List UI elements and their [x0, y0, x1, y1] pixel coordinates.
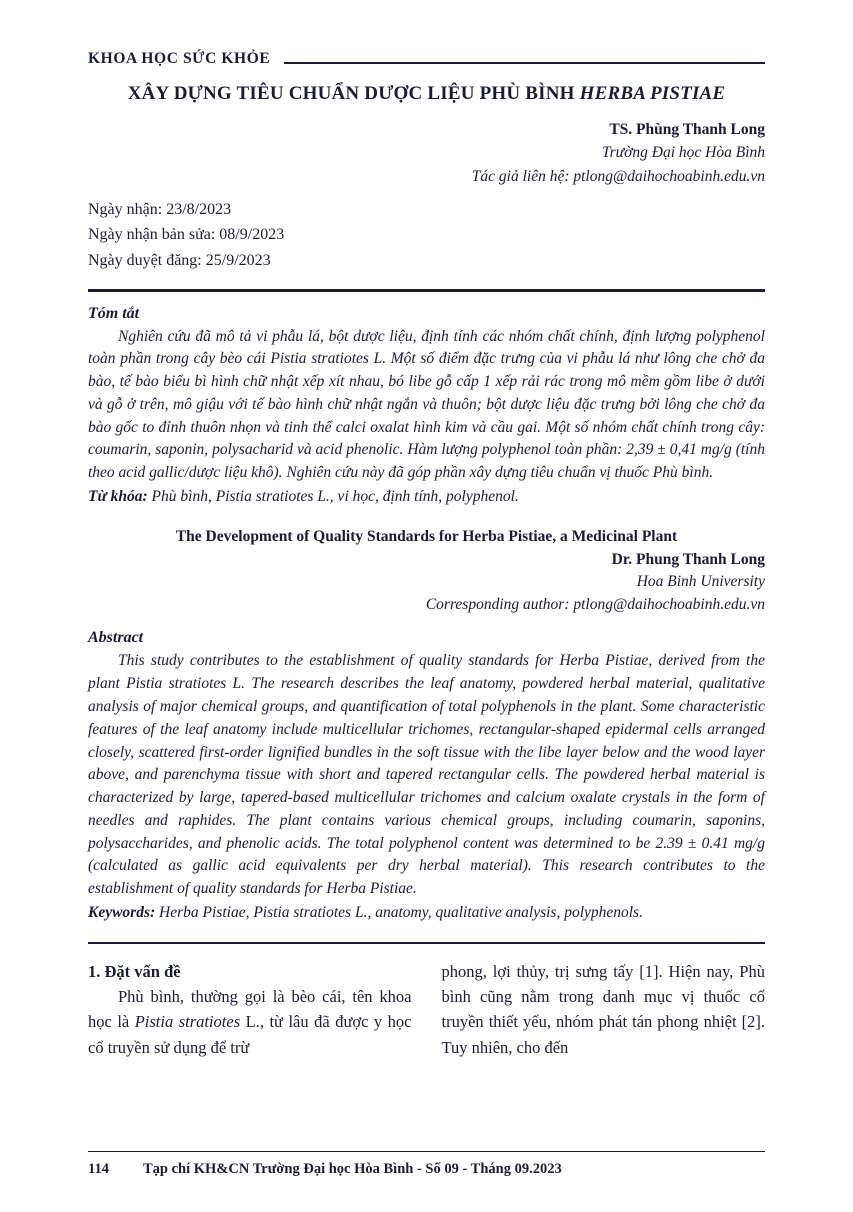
abstract-en-section [88, 616, 765, 922]
author-block-vi [88, 118, 765, 188]
column-left [88, 959, 412, 1060]
author-block-en [88, 549, 765, 616]
section-1-heading: 1. Đặt vấn đề [88, 962, 181, 981]
footer-rule [88, 1151, 765, 1152]
keywords-en-text: Herba Pistiae, Pistia stratiotes L., anatomy, qualitative analysis, polyphenols. [159, 904, 643, 921]
header-rule [284, 62, 765, 64]
article-title-main: XÂY DỰNG TIÊU CHUẨN DƯỢC LIỆU PHÙ BÌNH [127, 83, 575, 104]
footer-row [88, 1161, 765, 1178]
author-contact-email: Tác giả liên hệ: ptlong@daihochoabinh.edu.vn [471, 167, 765, 185]
section-1-paragraph [88, 984, 412, 1060]
author-affiliation: Trường Đại học Hòa Bình [601, 144, 765, 162]
page-number: 114 [88, 1161, 109, 1177]
author-affiliation-en: Hoa Binh University [636, 573, 765, 591]
abstract-vi-body: Nghiên cứu đã mô tả vi phẫu lá, bột dược liệu, định tính các nhóm chất chính, định lượng polyphenol toàn phần trong cây bèo cái Pistia stratiotes L. Một số điểm đặc trưng của vi phẫu lá như lông che chở đa bào, tế bào biểu bì hình chữ nhật xếp xít nhau, bó libe gỗ cấp 1 xếp rải rác trong mô mềm gồm libe ở dưới và gỗ ở trên, mô giậu với tế bào hình chữ nhật ngắn và thuôn; bột dược liệu đặc trưng bởi lông che chở đa bào gốc to đỉnh thuôn nhọn và tinh thể calci oxalat hình kim và cầu gai. Một số nhóm chất chính trong cây: coumarin, saponin, polysacharid và acid phenolic. Hàm lượng polyphenol toàn phần: 2,39 ± 0,41 mg/g (tính theo acid gallic/dược liệu khô). Nghiên cứu này đã góp phần xây dựng tiêu chuẩn vị thuốc Phù bình. [88, 327, 765, 482]
column-right [442, 959, 766, 1060]
journal-info: Tạp chí KH&CN Trường Đại học Hòa Bình - Số 09 - Tháng 09.2023 [142, 1161, 562, 1177]
abstract-en-heading: Abstract [88, 629, 144, 647]
divider-mid [88, 942, 765, 944]
date-revised: Ngày nhận bản sửa: 08/9/2023 [88, 226, 285, 244]
abstract-vi-heading: Tóm tắt [88, 304, 140, 322]
article-title-en: The Development of Quality Standards for Herba Pistiae, a Medicinal Plant [175, 528, 678, 545]
dates-block [88, 197, 765, 274]
section-1-paragraph-continued: phong, lợi thủy, trị sưng tấy [1]. Hiện nay, Phù bình cũng nằm trong danh mục vị thuốc cổ truyền thiết yếu, nhóm phát tán phong nhiệt [2]. Tuy nhiên, cho đến [441, 962, 765, 1057]
page-footer [88, 1151, 765, 1178]
abstract-en-body: This study contributes to the establishment of quality standards for Herba Pistiae, derived from the plant Pistia stratiotes L. The research describes the leaf anatomy, powdered herbal material, qualitative analysis of major chemical groups, and quantification of total polyphenols in the plant. Some characteristic features of the leaf anatomy include multicellular trichomes, rectangular-shaped epidermal cells arranged closely, scattered first-order lignified bundles in the soft tissue with the libe layer below and the wood layer above, and parenchyma tissue with short and tapered rectangular cells. The powdered herbal material is characterized by large, tapered-based multicellular trichomes and calcium oxalate crystals in the form of needles and raphides. The plant contains various chemical groups, including coumarin, saponins, polysaccharides, and phenolic acids. The total polyphenol content was determined to be 2.39 ± 0.41 mg/g (calculated as gallic acid equivalents per dry herbal material). This research contributes to the establishment of quality standards for Herba Pistiae. [88, 652, 765, 898]
date-received: Ngày nhận: 23/8/2023 [88, 200, 232, 218]
section-1-text-pre: Phù bình, thường gọi là bèo cái, tên khoa học là [88, 987, 412, 1032]
section-kicker: KHOA HỌC SỨC KHỎE [88, 50, 271, 67]
keywords-en-label: Keywords: [88, 904, 156, 921]
section-1-latin-name: Pistia stratiotes [134, 1012, 241, 1032]
author-name-en: Dr. Phung Thanh Long [611, 551, 765, 568]
abstract-vi-section [88, 292, 765, 506]
body-columns [88, 959, 765, 1060]
keywords-vi [88, 488, 765, 506]
date-accepted: Ngày duyệt đăng: 25/9/2023 [88, 251, 271, 269]
keywords-vi-text: Phù bình, Pistia stratiotes L., vi học, định tính, polyphenol. [151, 488, 519, 505]
author-contact-email-en: Corresponding author: ptlong@daihochoabinh.edu.vn [425, 595, 765, 613]
section-1-text-post: L., từ lâu đã được y học cổ truyền sử dụng để trừ [88, 1012, 412, 1057]
keywords-vi-label: Từ khóa: [88, 488, 148, 505]
author-name: TS. Phùng Thanh Long [609, 121, 765, 138]
article-title [88, 83, 765, 105]
keywords-en [88, 904, 765, 922]
article-title-latin: HERBA PISTIAE [579, 83, 726, 104]
journal-header [88, 50, 765, 68]
